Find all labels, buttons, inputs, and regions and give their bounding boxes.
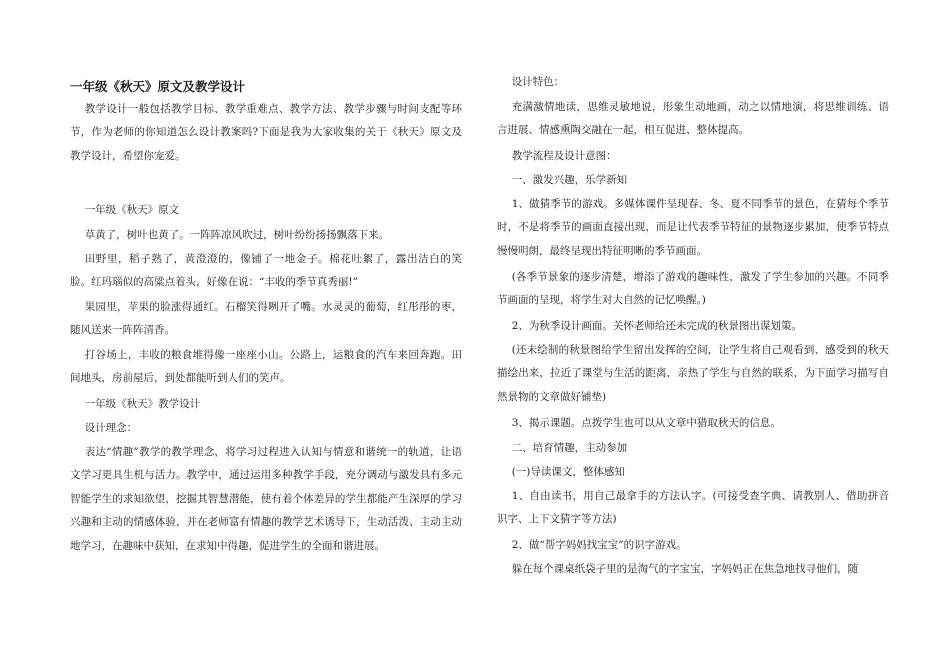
- text-paragraph-3: 果园里，苹果的脸涨得通红。石榴笑得咧开了嘴。水灵灵的葡萄，红彤彤的枣，随风送来一阵阵清香。: [70, 301, 462, 337]
- text-paragraph-2: 田野里，稻子熟了，黄澄澄的，像铺了一地金子。棉花吐絮了，露出洁白的笑脸。红玛瑙似的高粱点着头，好像在说：“丰收的季节真秀丽!”: [70, 253, 462, 289]
- step-two-paragraph: 躲在每个课桌纸袋子里的是淘气的字宝宝，字妈妈正在焦急地找寻他们，随: [511, 563, 859, 575]
- design-concept-label: 设计理念：: [84, 422, 138, 434]
- text-paragraph-1: 草黄了，树叶也黄了。一阵阵凉风吹过，树叶纷纷扬扬飘落下来。: [84, 229, 390, 241]
- design-concept-paragraph: 表达“情趣”教学的教学理念，将学习过程进入认知与情意和谐统一的轨道，让语文学习更具生机与活力。教学中，通过运用多种教学手段，充分调动与激发具有多元智能学生的求知欲望，挖掘其智慧潜能，使有着个体差异的学生都能产生深厚的学习兴趣和主动的情感体验，并在老师富有情趣的教学艺术诱导下，生动活泼、主动主动地学习，在趣味中获知，在求知中得趣，促进学生的全面和谐进展。: [70, 446, 462, 552]
- step-two-item-2: 2、做“帮字妈妈找宝宝”的识字游戏。: [511, 539, 687, 551]
- step-one-heading: 一、激发兴趣，乐学新知: [511, 174, 628, 186]
- step-one-item-1: 1、做猜季节的游戏。多媒体课件呈现春、冬、夏不同季节的景色，在猜每个季节时，不是将季节的画面直接出现，而是让代表季节特征的景物逐步累加，使季节特点慢慢明朗，最终呈现出特征明晰的季节画面。: [497, 198, 889, 257]
- step-two-heading: 二、培育情趣，主动参加: [511, 442, 628, 454]
- step-two-subheading: (一)导读课文，整体感知: [511, 466, 625, 478]
- section-heading-original-text: 一年级《秋天》原文: [84, 204, 180, 216]
- step-two-item-1: 1、自由读书，用自己最拿手的方法认字。(可接受查字典、请教别人、借助拼音识字、上下文猜字等方法): [497, 490, 889, 526]
- step-one-item-2: 2、为秋季设计画面。关怀老师给还未完成的秋景图出谋划策。: [511, 320, 802, 332]
- step-one-item-3: 3、揭示课题。点拨学生也可以从文章中猎取秋天的信息。: [511, 417, 781, 429]
- text-paragraph-4: 打谷场上，丰收的粮食堆得像一座座小山。公路上，运粮食的汽车来回奔跑。田间地头，房前屋后，到处都能听到人们的笑声。: [70, 349, 462, 385]
- step-one-note-1: (各季节景象的逐步清楚，增添了游戏的趣味性，激发了学生参加的兴趣。不同季节画面的呈现，将学生对大自然的记忆唤醒。): [497, 271, 889, 307]
- teaching-flow-label: 教学流程及设计意图：: [511, 150, 617, 162]
- design-feature-paragraph: 充满激情地读，思维灵敏地说，形象生动地画，动之以情地演，将思维训练、语言进展、情感熏陶交融在一起，相互促进、整体提高。: [497, 101, 889, 137]
- design-feature-label: 设计特色：: [511, 76, 565, 88]
- document-title: 一年级《秋天》原文及教学设计: [70, 79, 246, 94]
- intro-paragraph: 教学设计一般包括教学目标、教学重难点、教学方法、教学步骤与时间支配等环节，作为老师的你知道怎么设计教案吗?下面是我为大家收集的关于《秋天》原文及教学设计，希望你宠爱。: [70, 103, 462, 162]
- step-one-note-2: (还未绘制的秋景图给学生留出发挥的空间，让学生将自己观看到、感受到的秋天描绘出来，拉近了课堂与生活的距离，亲热了学生与自然的联系，为下面学习描写自然景物的文章做好铺垫): [497, 344, 889, 403]
- section-heading-teaching-design: 一年级《秋天》教学设计: [84, 398, 201, 410]
